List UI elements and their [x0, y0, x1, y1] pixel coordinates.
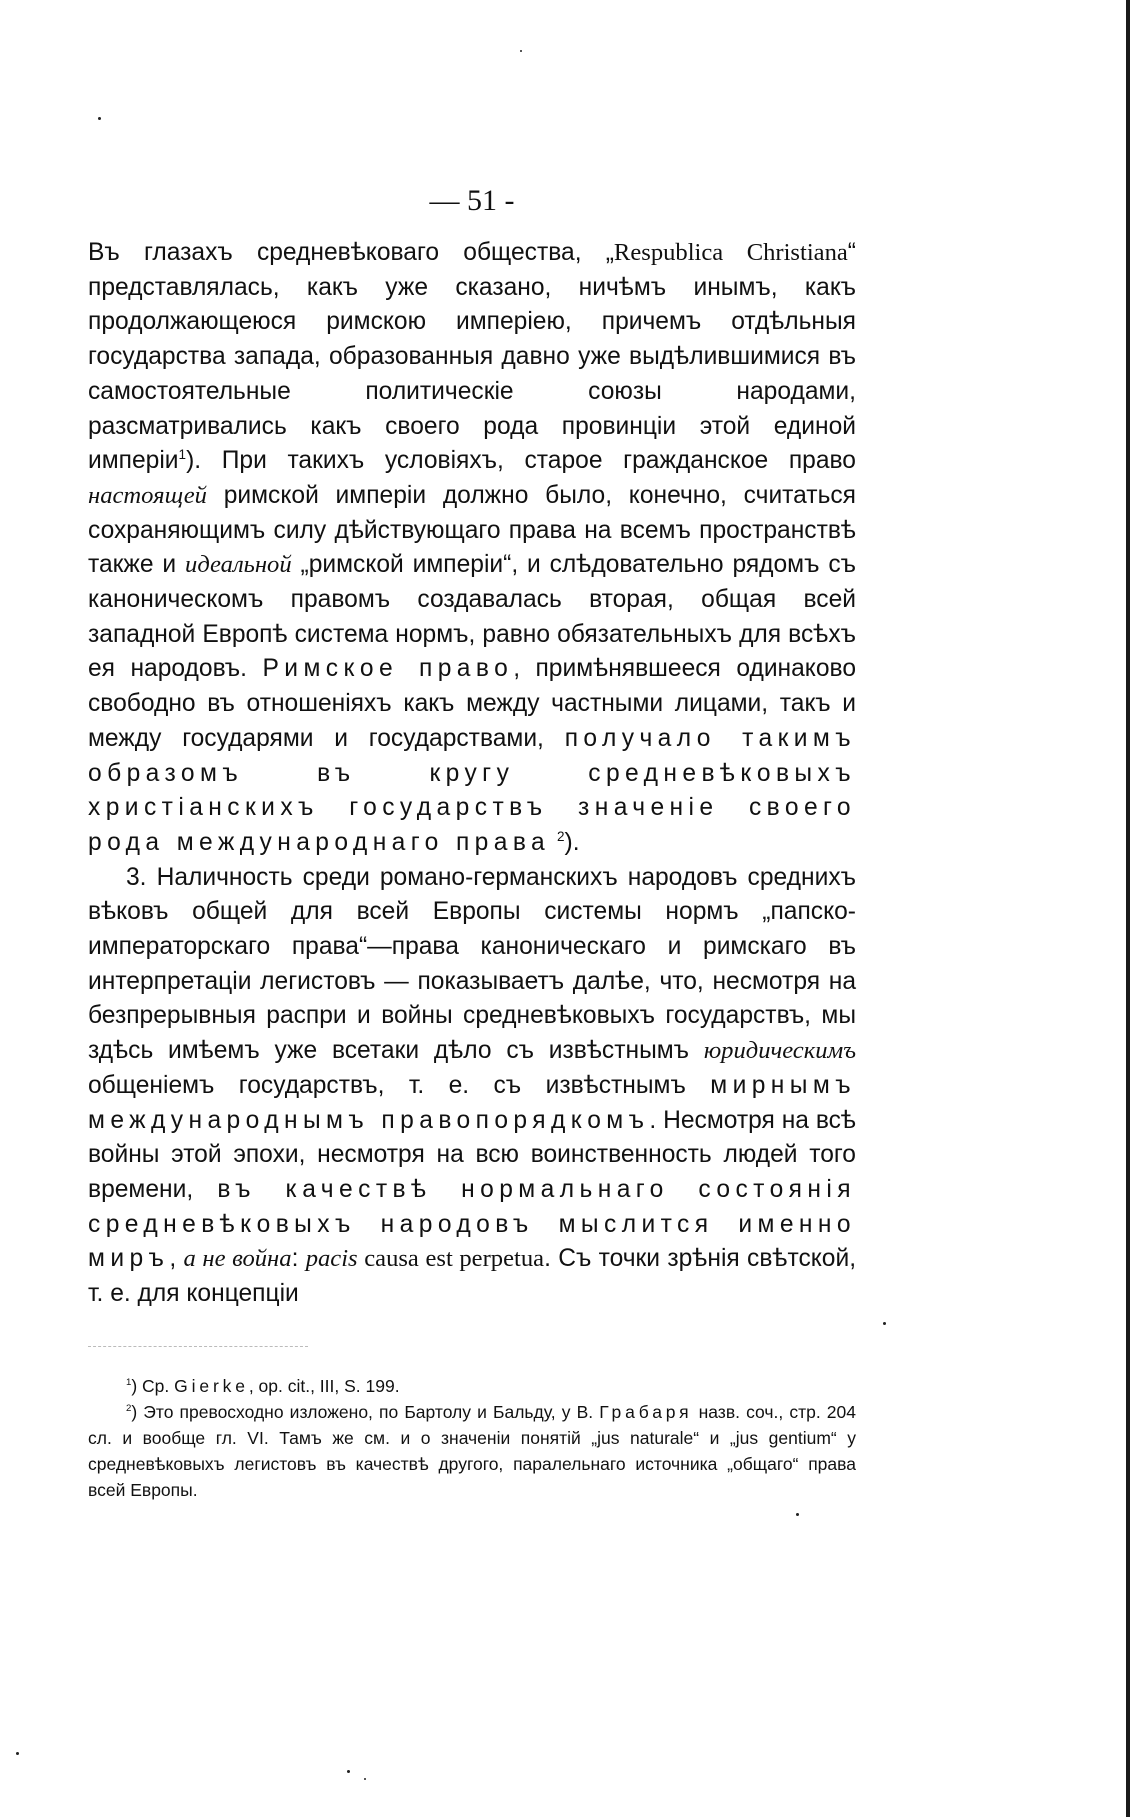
text-run: общеніемъ государствъ, т. е. съ извѣстнымъ	[88, 1071, 711, 1099]
footnote	[88, 1373, 856, 1399]
scan-speck	[796, 1513, 799, 1516]
scan-edge-bar	[1126, 0, 1130, 1817]
text-run: , op. cit., III, S. 199.	[248, 1375, 400, 1396]
scan-speck	[16, 1752, 19, 1755]
italic-text: pacis	[305, 1245, 358, 1273]
text-run: „римской имперіи“, и слѣдовательно рядомъ съ каноническомъ правомъ создавалась вторая, общая всей западной Европѣ система нормъ, равно обязательныхъ для всѣхъ ея народовъ.	[88, 551, 856, 683]
footnote	[88, 1399, 856, 1503]
book-page	[88, 180, 856, 1503]
latin-text: causa est perpetua	[357, 1245, 545, 1273]
scan-speck	[98, 117, 101, 120]
spaced-text: Римское право	[262, 655, 514, 683]
text-run: 3. Наличность среди романо-германскихъ народовъ среднихъ вѣковъ общей для всей Европы системы нормъ „папско-императорскаго права“—права каноническаго и римскаго въ интерпретаціи легистовъ — показываетъ далѣе, что, несмотря на безпрерывныя распри и войны средневѣковыхъ государствъ, мы здѣсь имѣемъ уже всетаки дѣло съ извѣстнымъ	[88, 863, 856, 1065]
scan-speck	[347, 1770, 350, 1773]
scan-speck	[364, 1778, 366, 1780]
page-number: — 51 -	[429, 184, 515, 217]
text-run: римской имперіи должно было, конечно, считаться сохраняющимъ силу дѣйствующаго права на всемъ пространствѣ также и	[88, 481, 856, 579]
paragraph	[88, 236, 856, 861]
spaced-text: мирнымъ международнымъ правопорядкомъ	[88, 1071, 856, 1134]
spaced-text: Gierke	[174, 1375, 249, 1396]
text-run: назв. соч., стр. 204 сл. и вообще гл. VI. Тамъ же см. и о значеніи понятій „jus naturale“ и „jus gentium“ у средневѣковыхъ легистовъ въ качествѣ другого, паралельнаго источника „общаго“ права всей Европы.	[88, 1401, 856, 1500]
italic-text: настоящей	[88, 481, 207, 509]
text-run: :	[291, 1245, 306, 1273]
text-run: “ представлялась, какъ уже сказано, ничѣмъ инымъ, какъ продолжающеюся римскою имперіею, причемъ отдѣльныя государства запада, образованныя давно уже выдѣлившимися въ самостоятельные политическіе союзы народами, разсматривались какъ своего рода провинціи этой единой имперіи	[88, 239, 856, 475]
text-run: . Съ точки зрѣнія свѣтской, т. е. для концепціи	[88, 1245, 857, 1308]
text-run: . Несмотря на всѣ войны этой эпохи, несмотря на всю воинственность людей того времени,	[88, 1106, 856, 1203]
footnote-ref: 1	[178, 447, 187, 463]
spaced-text: въ качествѣ нормальнаго состоянія средневѣковыхъ народовъ мыслится именно миръ	[88, 1175, 856, 1273]
latin-text: Respublica Christiana	[613, 239, 848, 266]
text-run: ). При такихъ условіяхъ, старое гражданское право	[186, 447, 856, 475]
footnote-ref: 1	[126, 1376, 132, 1388]
italic-text: а не война	[183, 1245, 292, 1273]
text-run	[550, 829, 557, 856]
spaced-text: Грабаря	[599, 1401, 693, 1422]
italic-text: юридическимъ	[703, 1037, 856, 1065]
footnote-ref: 2	[557, 828, 565, 844]
italic-text: идеальной	[185, 551, 292, 579]
text-run: ,	[169, 1245, 184, 1273]
text-run: , примѣнявшееся одинаково свободно въ отношеніяхъ какъ между частными лицами, такъ и между государями и государствами,	[88, 655, 856, 752]
text-run: ) Ср.	[131, 1375, 175, 1396]
text-run: ) Это превосходно изложено, по Бартолу и Бальду, у В.	[131, 1401, 600, 1422]
spaced-text: получало такимъ образомъ въ кругу средневѣковыхъ христіанскихъ государствъ значеніе своего рода международнаго права	[88, 724, 856, 856]
scan-speck	[520, 50, 522, 52]
footnote-ref: 2	[126, 1402, 132, 1414]
scan-speck	[883, 1322, 886, 1325]
footnote-separator	[88, 1346, 308, 1347]
text-run: Въ глазахъ средневѣковаго общества, „	[88, 239, 614, 266]
text-run: ).	[564, 828, 580, 856]
paragraph	[88, 861, 856, 1312]
